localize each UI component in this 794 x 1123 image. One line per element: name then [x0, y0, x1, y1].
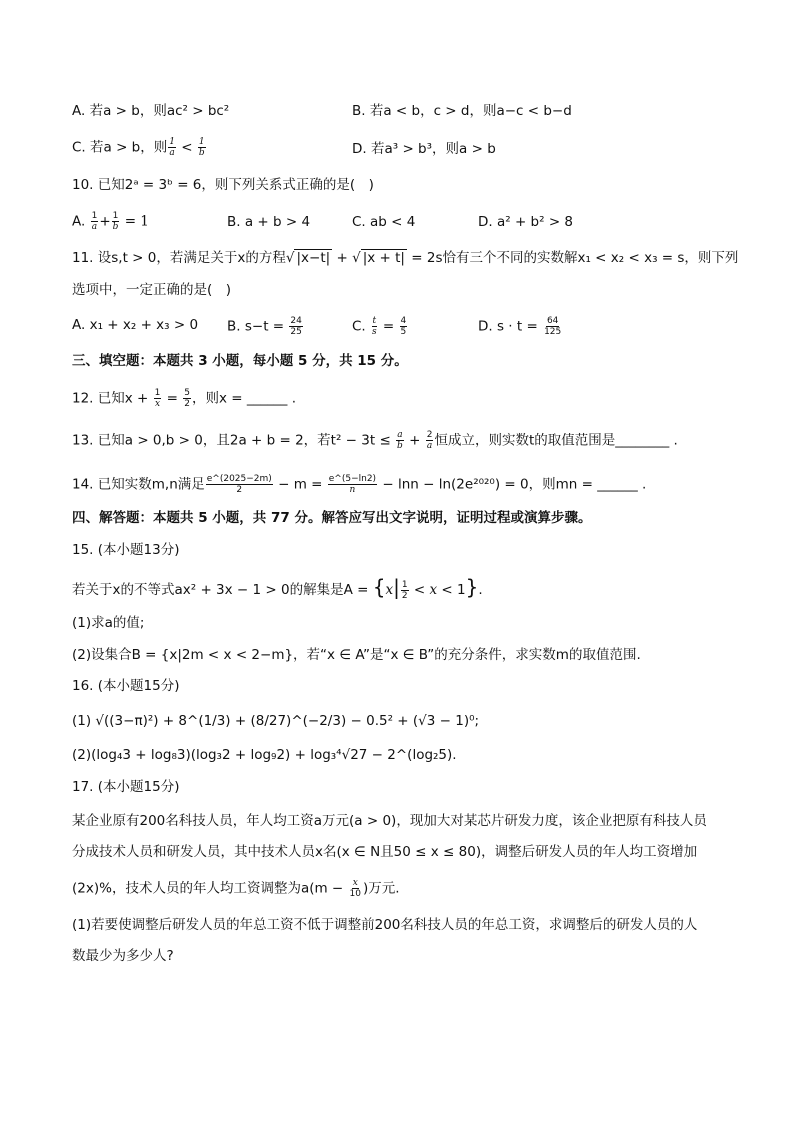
q11-option-b: [227, 316, 304, 337]
q11-d-num: 64: [546, 316, 559, 326]
q10-stem: 10. 已知2ᵃ = 3ᵇ = 6，则下列关系式正确的是( ): [72, 177, 374, 193]
q15-title: 15. (本小题13分): [72, 542, 180, 558]
q11-option-c: [352, 316, 408, 337]
section-4-heading: 四、解答题：本题共 5 小题，共 77 分。解答应写出文字说明，证明过程或演算步骤。: [72, 510, 592, 526]
q13-prefix: 13. 已知a > 0,b > 0，且2a + b = 2，若t² − 3t ≤: [72, 432, 396, 449]
q12-mid: =: [162, 390, 183, 407]
q15-stem: 若关于x的不等式ax² + 3x − 1 > 0的解集是A = {x| $\frac{1}{2}$ < x < 1}.: [72, 575, 483, 601]
q9-c-frac1: [168, 137, 176, 158]
q17-line2: 分成技术人员和研发人员，其中技术人员x名(x ∈ N且50 ≤ x ≤ 80)，调整后研发人员的年人均工资增加: [72, 844, 698, 860]
q15-stem-prefix: 若关于x的不等式ax² + 3x − 1 > 0的解集是A =: [72, 582, 373, 598]
q11-stem-part-b: = 2s恰有三个不同的实数解x₁ < x₂ < x₃ = s，则下列: [406, 250, 739, 266]
q14-num2: e^(5−ln2): [328, 474, 377, 484]
q13-den2: a: [426, 441, 433, 451]
q14-prefix: 14. 已知实数m,n满足: [72, 476, 205, 493]
q14-num1: e^(2025−2m): [206, 474, 272, 484]
q9-option-a: A. 若a > b，则ac² > bc²: [72, 103, 230, 119]
q11-sqrt2: |x + t|: [362, 250, 405, 266]
q9-c-frac2: [198, 137, 206, 158]
q14-den2: n: [349, 485, 356, 495]
q11-c-eq: =: [378, 318, 399, 335]
q13-num2: 2: [426, 430, 433, 440]
q11-option-a: A. x₁ + x₂ + x₃ > 0: [72, 317, 199, 333]
q17-line3-prefix: (2x)%，技术人员的年人均工资调整为a(m −: [72, 880, 348, 897]
q12-num2: 5: [184, 388, 191, 398]
q14-suffix: − lnn − ln(2e²⁰²⁰) = 0，则mn = ______ .: [378, 476, 647, 493]
q13-num1: a: [397, 430, 403, 440]
q9-c-frac2-num: 1: [198, 137, 205, 147]
q16-part2: (2)(log₄3 + log₈3)(log₃2 + log₉2) + log₃⁴√27 − 2^(log₂5).: [72, 747, 457, 763]
q11-b-num: 24: [290, 316, 302, 326]
q12-suffix: ，则x = ______ .: [192, 390, 296, 407]
q11-d-prefix: D. s · t =: [478, 318, 543, 335]
q11-c-lnum: t: [372, 316, 377, 326]
q10-option-c: C. ab < 4: [352, 214, 416, 230]
q9-option-c-mid: <: [176, 139, 197, 156]
q11-c-lden: s: [372, 327, 377, 337]
q11-b-den: 25: [290, 327, 302, 337]
q17-title: 17. (本小题15分): [72, 779, 180, 795]
q15-part2: (2)设集合B = {x|2m < x < 2−m}，若“x ∈ A”是“x ∈ B”的充分条件，求实数m的取值范围.: [72, 647, 641, 663]
q17-line3-num: x: [352, 878, 358, 888]
q17-line3-suffix: )万元.: [362, 880, 400, 897]
q11-d-den: 125: [544, 327, 562, 337]
q11-option-d: [478, 316, 563, 337]
q15-stem-suffix: .: [478, 582, 483, 598]
q11-sqrt1: |x−t|: [296, 250, 331, 266]
q16-title: 16. (本小题15分): [72, 678, 180, 694]
q17-part1-line1: (1)若要使调整后研发人员的年总工资不低于调整前200名科技人员的年总工资，求调整后的研发人员的人: [72, 917, 698, 933]
q14: [72, 474, 646, 495]
q11-c-rden: 5: [400, 327, 407, 337]
q11-b-prefix: B. s−t =: [227, 318, 289, 335]
q10-option-a-label: A.: [72, 213, 86, 230]
q13-den1: b: [397, 441, 403, 451]
q13-plus: +: [404, 432, 425, 449]
q14-den1: 2: [236, 485, 243, 495]
q17-line1: 某企业原有200名科技人员，年人均工资a万元(a > 0)，现加大对某芯片研发力度，该企业把原有科技人员: [72, 813, 707, 829]
q9-option-d: D. 若a³ > b³，则a > b: [352, 141, 496, 157]
q9-option-c: [72, 137, 207, 158]
q9-c-frac1-den: a: [169, 148, 175, 158]
q9-c-frac2-den: b: [198, 148, 205, 158]
q11-stem-part-a: 11. 设s,t > 0，若满足关于x的方程: [72, 250, 286, 266]
q17-line3: [72, 878, 400, 899]
q9-option-b: B. 若a < b，c > d，则a−c < b−d: [352, 103, 572, 119]
q17-part1-line2: 数最少为多少人?: [72, 948, 174, 964]
q11-stem-line2: 选项中，一定正确的是( ): [72, 282, 232, 298]
q12-prefix: 12. 已知x +: [72, 390, 153, 407]
q11-stem-line1: 11. 设s,t > 0，若满足关于x的方程√ |x−t| + √ |x + t| = 2s恰有三个不同的实数解x₁ < x₂ < x₃ = s，则下列: [72, 250, 739, 266]
q9-c-frac1-num: 1: [169, 137, 175, 147]
q12-den1: x: [154, 399, 161, 409]
q9-option-c-prefix: C. 若a > b，则: [72, 139, 168, 156]
q11-c-prefix: C.: [352, 318, 371, 335]
q11-c-rnum: 4: [400, 316, 407, 326]
section-3-heading: 三、填空题：本题共 3 小题，每小题 5 分，共 15 分。: [72, 353, 408, 369]
q12: [72, 388, 296, 409]
q13: [72, 430, 678, 451]
q11-plus: +: [332, 250, 353, 266]
q15-part1: (1)求a的值;: [72, 615, 145, 631]
q10-option-a: A. $\frac{1}{a}$ + $\frac{1}{b}$ = 1: [72, 211, 149, 232]
q12-den2: 2: [184, 399, 191, 409]
q10-option-d: D. a² + b² > 8: [478, 214, 574, 230]
q14-mid: − m =: [273, 476, 327, 493]
q10-option-b: B. a + b > 4: [227, 214, 311, 230]
q16-part1: (1) √((3−π)²) + 8^(1/3) + (8/27)^(−2/3) − 0.5² + (√3 − 1)⁰;: [72, 713, 480, 729]
q17-line3-den: 10: [349, 889, 361, 899]
q13-suffix: 恒成立，则实数t的取值范围是________ .: [434, 432, 678, 449]
q12-num1: 1: [154, 388, 161, 398]
